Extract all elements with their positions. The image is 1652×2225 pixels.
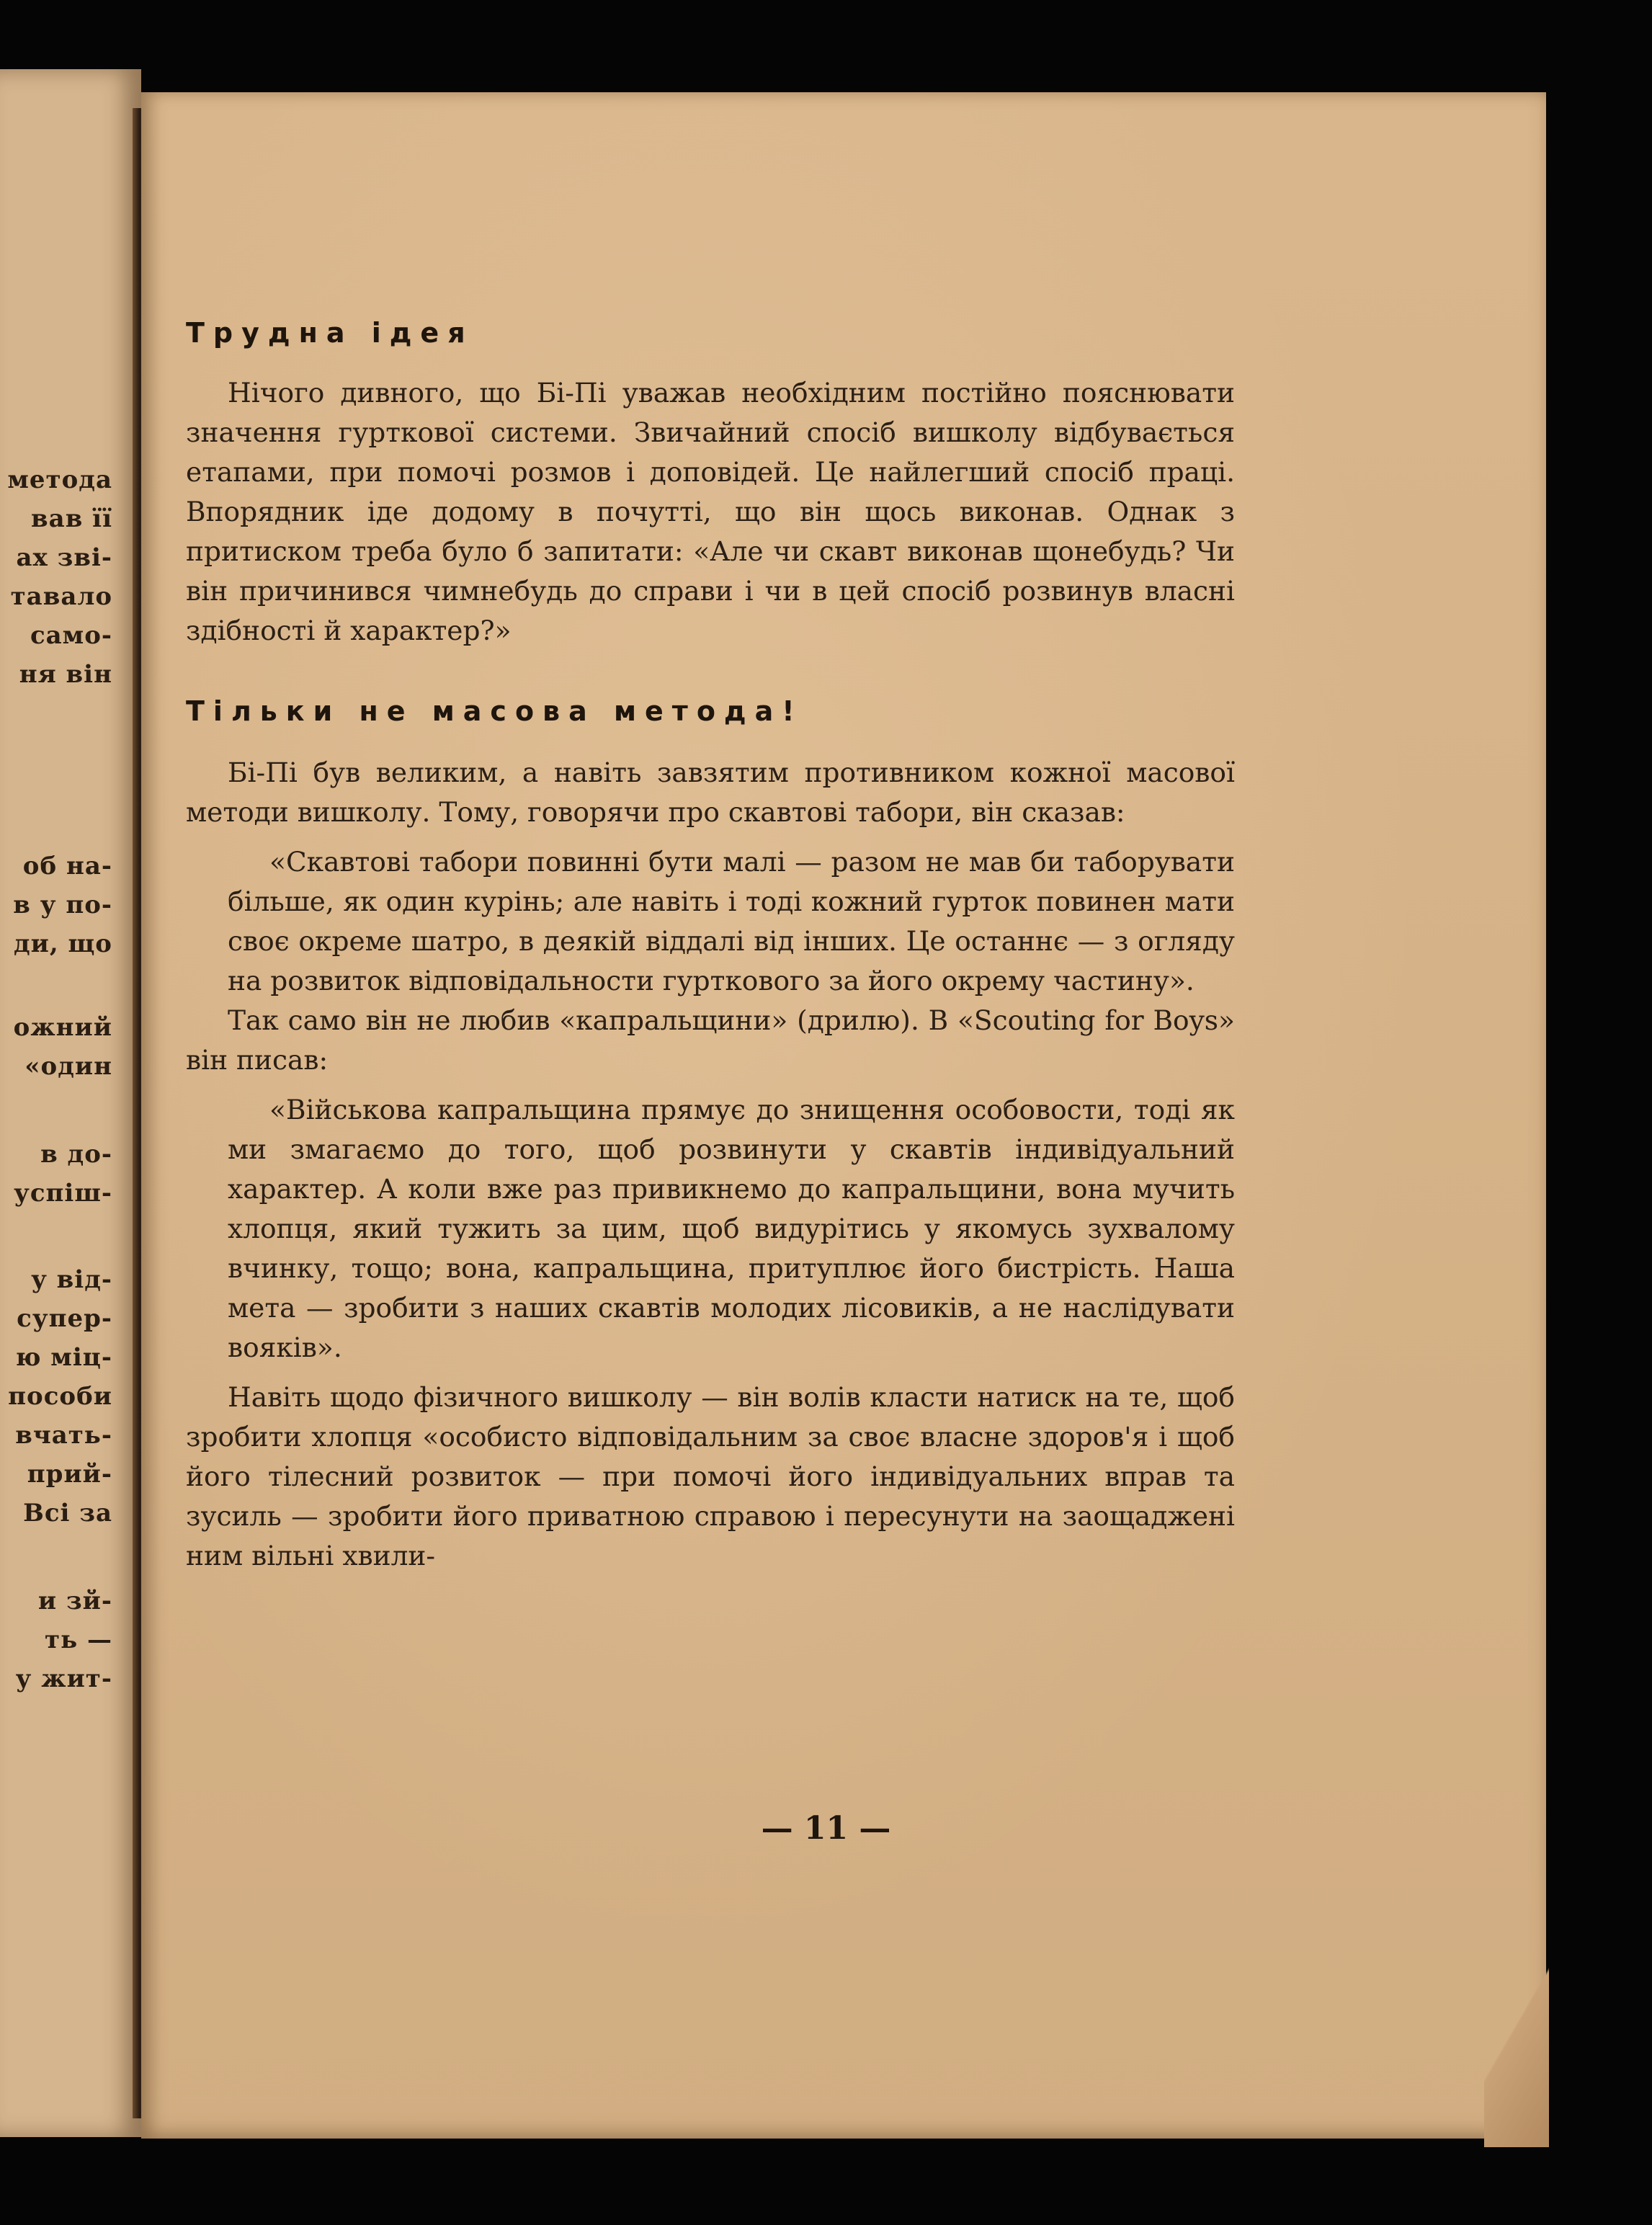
previous-page-fragment: в до- [40, 1140, 112, 1169]
previous-page-fragment: супер- [17, 1304, 112, 1333]
previous-page-fragment: метода [7, 465, 112, 494]
previous-page-fragment: у жит- [15, 1664, 112, 1693]
previous-page-fragment: вав її [31, 504, 112, 533]
section-heading: Тільки не масова метода! [186, 695, 803, 727]
page-content [186, 317, 1235, 1576]
quote-paragraph: «Військова капральщина прямує до знищення особовости, тоді як ми змагаємо до того, щоб розвинути у скавтів індивідуальний характер. А коли вже раз привикнемо до капральщини, вона мучить хлопця, який тужить за цим, щоб видурітись у якомусь зухвалому вчинку, тощо; вона, капральщина, притуплює його бистрість. Наша мета — зробити з наших скавтів молодих лісовиків, а не наслідувати вояків». [228, 1094, 1235, 1363]
previous-page-fragment: ди, що [13, 929, 112, 958]
paragraph: Навіть щодо фізичного вишколу — він волів класти натиск на те, щоб зробити хлопця «особисто відповідальним за своє власне здоров'я і щоб його тілесний розвиток — при помочі його індивідуальних вправ та зусиль — зробити його приватною справою і пересунути на заощаджені ним вільні хвили- [186, 1381, 1235, 1571]
quote-paragraph: «Скавтові табори повинні бути малі — разом не мав би таборувати більше, як один курінь; але навіть і тоді кожний гурток повинен мати своє окреме шатро, в деякій віддалі від інших. Це останнє — з огляду на розвиток відповідальности гурткового за його окрему частину». [228, 846, 1235, 996]
paragraph: Так само він не любив «капральщини» (дрилю). В «Scouting for Boys» він писав: [186, 1004, 1235, 1076]
previous-page-fragment: ть — [45, 1626, 112, 1654]
previous-page-fragment: ожний [13, 1013, 112, 1042]
paragraph: Нічого дивного, що Бі-Пі уважав необхідним постійно пояснювати значення гурткової системи. Звичайний спосіб вишколу відбувається етапами, при помочі розмов і доповідей. Це найлегший спосіб праці. Впорядник іде додому в почутті, що він щось виконав. Однак з притиском треба було б запитати: «Але чи скавт виконав щонебудь? Чи він причинився чимнебудь до справи і чи в цей спосіб розвинув власні здібності й характер?» [186, 377, 1235, 646]
previous-page-fragment: об на- [22, 852, 112, 880]
previous-page-fragment: прий- [27, 1460, 112, 1489]
previous-page-fragment: тавало [10, 582, 112, 611]
previous-page-fragment: вчать- [15, 1421, 112, 1450]
previous-page-fragment: ах зві- [16, 543, 112, 572]
section-heading: Трудна ідея [186, 317, 474, 349]
previous-page-fragment: и зй- [37, 1587, 112, 1615]
previous-page-fragment: Всі за [23, 1499, 112, 1528]
previous-page-fragment: успіш- [14, 1179, 112, 1208]
previous-page-fragment: само- [30, 621, 112, 650]
previous-page-fragment: в у по- [13, 891, 112, 919]
page-corner [1484, 1859, 1549, 2147]
paragraph: Бі-Пі був великим, а навіть завзятим противником кожної масової методи вишколу. Тому, говорячи про скавтові табори, він сказав: [186, 757, 1235, 828]
previous-page-fragment: «один [24, 1052, 112, 1081]
previous-page-fragment: ю міц- [15, 1343, 112, 1372]
previous-page-fragment: у від- [31, 1265, 112, 1294]
previous-page-fragment: пособи [8, 1382, 112, 1411]
page-number: — 11 — [761, 1810, 891, 1847]
previous-page-fragment: ня він [19, 660, 112, 689]
